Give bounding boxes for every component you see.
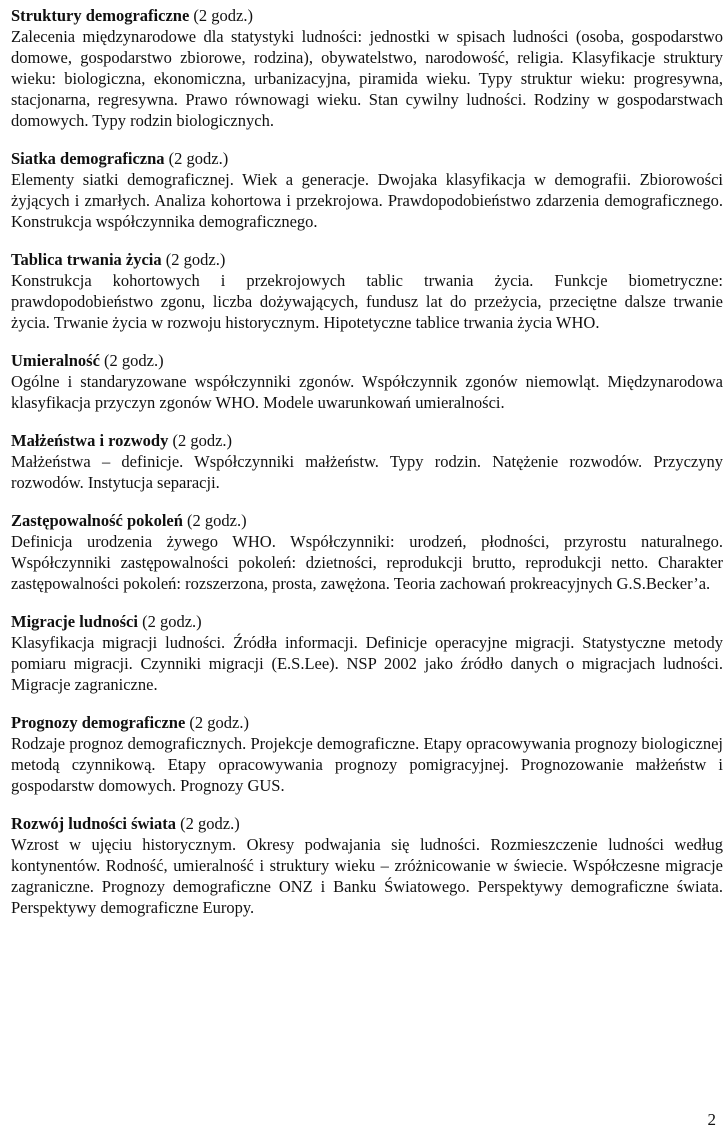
section-hours: (2 godz.): [104, 351, 164, 370]
section-rozwoj-ludnosci-swiata: [11, 813, 723, 918]
section-body: Klasyfikacja migracji ludności. Źródła informacji. Definicje operacyjne migracji. Statystyczne metody pomiaru migracji. Czynniki migracji (E.S.Lee). NSP 2002 jako źródło danych o migracjach ludności. Migracje zagraniczne.: [11, 633, 723, 694]
section-hours: (2 godz.): [189, 713, 249, 732]
section-prognozy-demograficzne: [11, 712, 723, 796]
section-heading: [11, 712, 723, 733]
section-title: Zastępowalność pokoleń: [11, 511, 183, 530]
section-title: Migracje ludności: [11, 612, 138, 631]
section-title: Małżeństwa i rozwody: [11, 431, 169, 450]
section-hours: (2 godz.): [180, 814, 240, 833]
section-struktury-demograficzne: [11, 5, 723, 131]
section-migracje-ludnosci: [11, 611, 723, 695]
section-hours: (2 godz.): [142, 612, 202, 631]
section-title: Struktury demograficzne: [11, 6, 190, 25]
section-title: Siatka demograficzna: [11, 149, 165, 168]
section-title: Prognozy demograficzne: [11, 713, 186, 732]
section-umieralnosc: [11, 350, 723, 413]
section-heading: [11, 148, 723, 169]
section-hours: (2 godz.): [168, 149, 229, 168]
section-malzenstwa-i-rozwody: [11, 430, 723, 493]
section-body: Wzrost w ujęciu historycznym. Okresy podwajania się ludności. Rozmieszczenie ludności według kontynentów. Rodność, umieralność i struktury wieku – zróżnicowanie w świecie. Współczesne migracje zagraniczne. Prognozy demograficzne ONZ i Banku Światowego. Perspektywy demograficzne świata. Perspektywy demograficzne Europy.: [11, 835, 723, 917]
section-heading: [11, 249, 723, 270]
section-heading: [11, 510, 723, 531]
section-body: Rodzaje prognoz demograficznych. Projekcje demograficzne. Etapy opracowywania prognozy biologicznej metodą czynnikową. Etapy opracowywania prognozy pomigracyjnej. Prognozowanie małżeństw i gospodarstw domowych. Prognozy GUS.: [11, 734, 723, 795]
section-hours: (2 godz.): [187, 511, 247, 530]
section-body: Zalecenia międzynarodowe dla statystyki ludności: jednostki w spisach ludności (osoba, gospodarstwo domowe, gospodarstwo zbiorowe, rodzina), obywatelstwo, narodowość, religia. Klasyfikacje struktury wieku: biologiczna, ekonomiczna, urbanizacyjna, piramida wieku. Typy struktur wieku: progresywna, stacjonarna, regresywna. Prawo równowagi wieku. Stan cywilny ludności. Rodziny w gospodarstwach domowych. Typy rodzin biologicznych.: [11, 27, 723, 130]
page-number: 2: [707, 1110, 716, 1129]
section-tablica-trwania-zycia: [11, 249, 723, 333]
section-body: Definicja urodzenia żywego WHO. Współczynniki: urodzeń, płodności, przyrostu naturalnego. Współczynniki zastępowalności pokoleń: dzietności, reprodukcji brutto, reprodukcji netto. Charakter zastępowalności pokoleń: rozszerzona, prosta, zawężona. Teoria zachowań prokreacyjnych G.S.Becker’a.: [11, 532, 723, 593]
section-hours: (2 godz.): [165, 250, 226, 269]
document-page: [11, 5, 723, 935]
section-heading: [11, 430, 723, 451]
section-title: Rozwój ludności świata: [11, 814, 177, 833]
section-heading: [11, 350, 723, 371]
section-hours: (2 godz.): [172, 431, 233, 450]
section-body: Ogólne i standaryzowane współczynniki zgonów. Współczynnik zgonów niemowląt. Międzynarodowa klasyfikacja przyczyn zgonów WHO. Modele uwarunkowań umieralności.: [11, 372, 723, 412]
section-siatka-demograficzna: [11, 148, 723, 232]
section-title: Tablica trwania życia: [11, 250, 162, 269]
section-heading: [11, 813, 723, 834]
section-body: Elementy siatki demograficznej. Wiek a generacje. Dwojaka klasyfikacja w demografii. Zbiorowości żyjących i zmarłych. Analiza kohortowa i przekrojowa. Prawdopodobieństwo zdarzenia demograficznego. Konstrukcja współczynnika demograficznego.: [11, 170, 723, 231]
section-heading: [11, 5, 723, 26]
section-heading: [11, 611, 723, 632]
section-title: Umieralność: [11, 351, 100, 370]
section-zastepowalnosc-pokolen: [11, 510, 723, 594]
section-body: Konstrukcja kohortowych i przekrojowych tablic trwania życia. Funkcje biometryczne: prawdopodobieństwo zgonu, liczba dożywających, fundusz lat do przeżycia, przeciętne dalsze trwanie życia. Trwanie życia w rozwoju historycznym. Hipotetyczne tablice trwania życia WHO.: [11, 271, 723, 332]
section-body: Małżeństwa – definicje. Współczynniki małżeństw. Typy rodzin. Natężenie rozwodów. Przyczyny rozwodów. Instytucja separacji.: [11, 452, 723, 492]
section-hours: (2 godz.): [193, 6, 253, 25]
